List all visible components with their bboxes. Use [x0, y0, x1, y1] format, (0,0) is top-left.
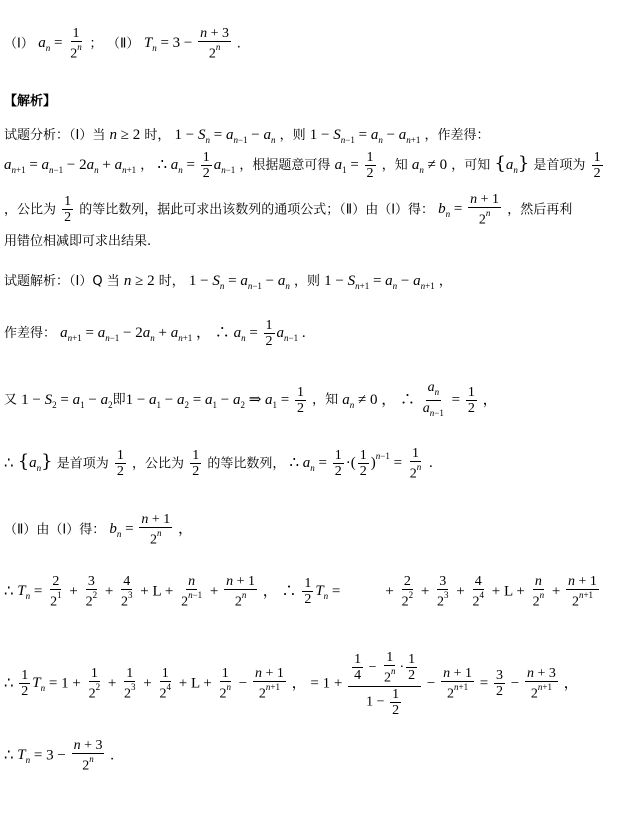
- analysis-text-1: 时，: [144, 128, 171, 143]
- solution-diff-label: 作差得：: [4, 325, 57, 341]
- analysis-line-3: ，公比为 $\frac{1}{2}$ 的等比数列，据此可求出该数列的通项公式；（Ⅱ）由（Ⅰ）得： $b_n$ = $\frac{n + 1}{2^n}$ ，然后再利: [4, 192, 573, 228]
- analysis-intro: 试题分析：（Ⅰ）当: [4, 128, 106, 143]
- analysis-text-10: 的等比数列，据此可求出该数列的通项公式；（Ⅱ）由（Ⅰ）得：: [79, 202, 435, 218]
- analysis-line-2: $a_{n+1} = a_{n-1} - 2a_n + a_{n+1}$ ， ∴ $a_n$ = $\frac{1}{2}$ $a_{n-1}$ ，根据题意可得 $a_1$ = $\frac{1}{2}$ ，知 $a_n \ne 0$ ，可知 $\{a_n\}$ 是首项为 $\frac{1}{2}$: [4, 150, 601, 181]
- solution-line-7: ∴ $\frac{1}{2}$ $T_n = 1$ + $\frac{1}{2^2}$ + $\frac{1}{2^3}$ + $\frac{1}{2^4}$ + L + $\frac{1}{2^n}$ − $\frac{n + 1}{2^{n+1}}$ ， = 1 + $\frac{1}{4}$ − $\frac{1}{2^n}$ · $\frac{1}{2}$ 1 − $\frac{1}{2}$ − $\frac{n + 1}{2^{n+1}}$ = $\frac{3}{2}$ − $\frac{n + 3}{2^{n+1}}$ ，: [4, 650, 579, 718]
- answer-end: .: [236, 36, 241, 52]
- analysis-text-9: ，公比为: [4, 202, 57, 218]
- solution-first-term: 是首项为: [56, 456, 109, 472]
- solution-line-3: 又 $1 - S_2 = a_1 - a_2$即$1 - a_1 - a_2 = a_1 - a_2$ ⇒ $a_1$ = $\frac{1}{2}$ ，知 $a_n \ne 0$ ， ∴ $\frac{a_n}{a_{n-1}}$ = $\frac{1}{2}$ ，: [4, 380, 498, 418]
- solution-text-3: ，: [438, 274, 452, 289]
- answer-part1-label: （Ⅰ）: [4, 36, 34, 52]
- solution-part2: （Ⅱ）由（Ⅰ）得：: [4, 522, 106, 538]
- solution-line-6: ∴ $T_n$ = $\frac{2}{2^1}$ + $\frac{3}{2^2}$ + $\frac{4}{2^3}$ + L + $\frac{n}{2^{n-1}}$ + $\frac{n + 1}{2^n}$ ， ∴ $\frac{1}{2}$ $T_n$ = + $\frac{2}{2^2}$ + $\frac{3}{2^3}$ + $\frac{4}{2^4}$ + L + $\frac{n}{2^n}$ + $\frac{n + 1}{2^{n+1}}$: [4, 574, 597, 610]
- solution-line-1: 试题解析：（Ⅰ）Q 当 n ≥ 2 时， $1 - S_n = a_{n-1} - a_n$ ，则 $1 - S_{n+1} = a_n - a_{n+1}$ ，: [4, 273, 452, 291]
- analysis-title: 【解析】: [4, 94, 57, 109]
- answer-separator: ；: [89, 36, 103, 52]
- analysis-line-4: 用错位相减即可求出结果.: [4, 234, 152, 249]
- solution-line-5: （Ⅱ）由（Ⅰ）得： $b_n$ = $\frac{n + 1}{2^n}$ ，: [4, 512, 194, 548]
- answer-part2-formula: $T_n = 3$ − $\frac{n + 3}{2^n}$: [143, 26, 230, 62]
- ellipsis-L: L: [190, 675, 200, 692]
- solution-line-8: ∴ $T_n = 3$ − $\frac{n + 3}{2^n}$ .: [4, 738, 114, 774]
- analysis-text-6: ，知: [381, 157, 408, 173]
- ellipsis-L: L: [503, 583, 513, 600]
- ellipsis-L: L: [152, 583, 162, 600]
- answer-line: [4, 26, 241, 62]
- answer-part2-label: （Ⅱ）: [106, 36, 140, 52]
- answer-part1-formula: $a_n$ = $\frac{1}{2^n}$: [38, 26, 82, 62]
- analysis-text-2: ，则: [279, 128, 306, 143]
- analysis-text-7: ，可知: [451, 157, 491, 173]
- analysis-text-8: 是首项为: [533, 157, 586, 173]
- analysis-line-1: 试题分析：（Ⅰ）当 n ≥ 2 时， $1 - S_n = a_{n-1} - a_n$ ，则 $1 - S_{n-1} = a_n - a_{n+1}$ ，作差得：: [4, 127, 490, 145]
- therefore-symbol: ∴: [4, 455, 14, 472]
- solution-know: ，知: [312, 392, 339, 408]
- solution-also: 又: [4, 392, 18, 408]
- analysis-text-11: ，然后再利: [507, 202, 573, 218]
- solution-line-4: ∴ $\{a_n\}$ 是首项为 $\frac{1}{2}$ ，公比为 $\frac{1}{2}$ 的等比数列， ∴ $a_n$ = $\frac{1}{2}$ ·( $\frac{1}{2}$ )$^{n-1}$ = $\frac{1}{2^n}$ .: [4, 446, 433, 482]
- analysis-text-4: ，: [140, 157, 154, 173]
- solution-text-1: 时，: [158, 274, 185, 289]
- solution-ratio: ，公比为: [132, 456, 185, 472]
- analysis-text-3: ，作差得：: [424, 128, 490, 143]
- solution-geo: 的等比数列，: [207, 456, 286, 472]
- solution-intro: 试题解析：（Ⅰ）Q 当: [4, 274, 120, 289]
- solution-text-2: ，则: [294, 274, 321, 289]
- analysis-text-5: ，根据题意可得: [239, 157, 331, 173]
- solution-line-2: 作差得： $a_{n+1} = a_{n-1} - 2a_n + a_{n+1}$ ， ∴ $a_n$ = $\frac{1}{2}$ $a_{n-1}$ .: [4, 318, 306, 349]
- solution-ji: 即: [112, 392, 126, 408]
